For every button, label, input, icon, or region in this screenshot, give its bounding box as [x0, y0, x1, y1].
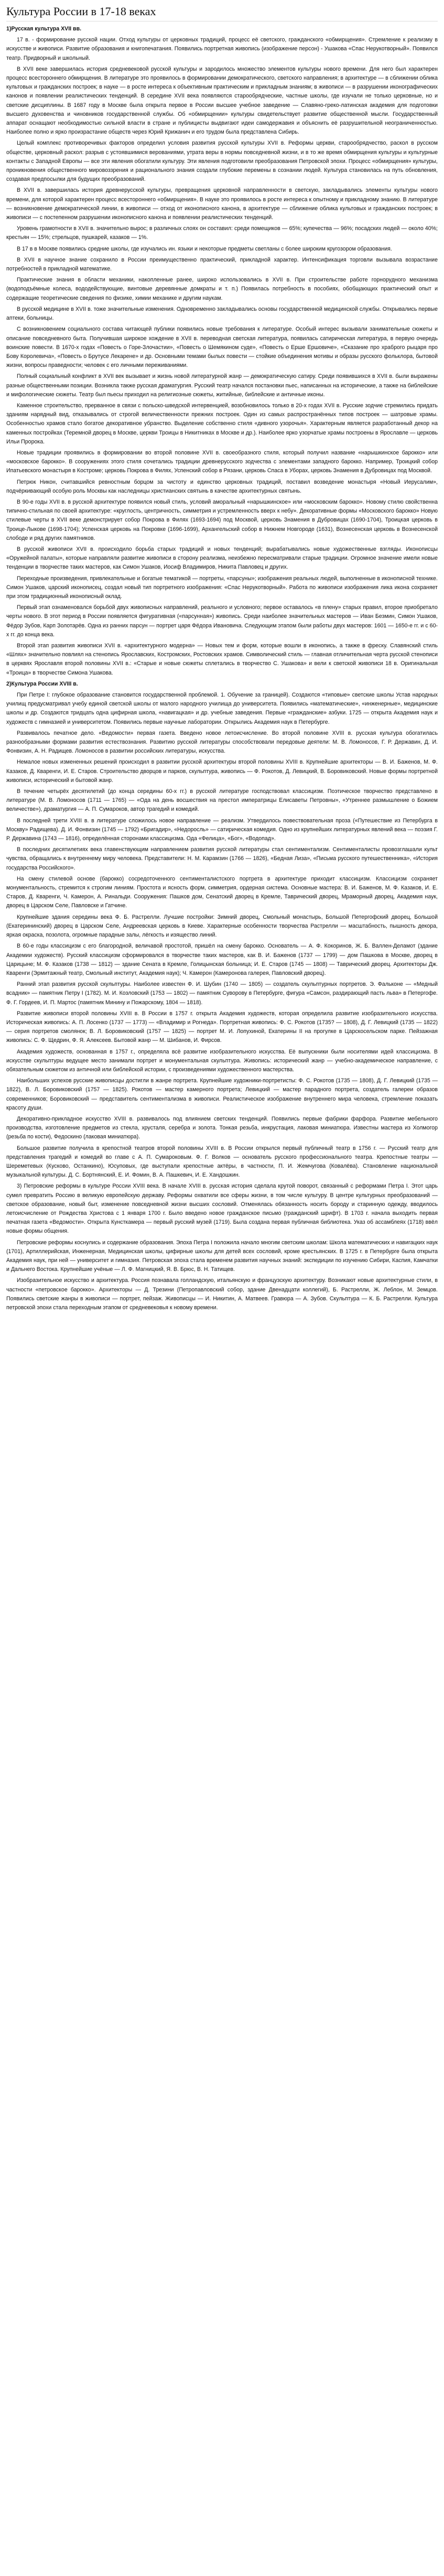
paragraph: Полный социальный конфликт в XVII век вызывает и жизнь новой литературной жанр — демократическую сатиру. Среди появившихся в XVII в. были выражены разные общественными позиции. Возникла также русская драматургия. Русский театр начался постановки пьес, написанных на исторические, а также на библейские и мифологические сюжеты. Театр был пьесы приходил на религиозные сюжеты, житийные, библейские и античные иконы.: [6, 373, 438, 398]
paragraph: Переходные произведения, привлекательные и богатые тематикой — портреты, «парсуны»; изображения реальных людей, выполненные в иконописной технике. Симон Ушаков, царский иконописец, создал новый тип портретного изображения: «Спас Нерукотворный». Работа по живописи изображения лика икона сохраняет при этом традиционный иконописный оклад.: [6, 575, 438, 600]
paragraph: В XVII в. завершилась история древнерусской культуры, превращения церковной направленности в светскую, закладывались элементы культуры нового времени, для которой характерен процесс всестороннего «обмирщения». В науке это проявилось в росте интереса к опытному и прикладному знанию. В литературе — возникновение демократической линии, в живописи — отход от иконописного канона, в архитектуре — сближение облика культовых и гражданских построек; в живописи — с постепенном разрушении иконописного канона и появлении реалистических тенденций.: [6, 187, 438, 221]
paragraph: Развитие живописи второй половины XVIII в. В России в 1757 г. открыта Академия художеств, которая определила развитие изобразительного искусства. Историческая живопись: А. П. Лосенко (1737 — 1773) — «Владимир и Рогнеда». Портретная живопись: Ф. С. Рокотов (1735? — 1808), Д. Г. Левицкий (1735 — 1822) — серия портретов смолянок; В. Л. Боровиковский (1757 — 1825) — портрет М. И. Лопухиной, Екатерины II на прогулке в Царскосельском парке. Пейзажная живопись: С. Ф. Щедрин, Ф. Я. Алексеев. Бытовой жанр — М. Шибанов, И. Фирсов.: [6, 1010, 438, 1044]
paragraph: Уровень грамотности в XVII в. значительно вырос; в различных слоях он составил: среди помещиков — 65%; купечества — 96%; посадских людей — около 40%; крестьян — 15%; стрельцов, пушкарей, казаков — 1%.: [6, 225, 438, 241]
paragraph: В XVII веке завершилась история средневековой русской культуры и зародилось множество элементов культуры нового времени. Для него был характерен процесс всестороннего обмирщения. В литературе это проявилось в формировании демократического, светского направления; в архитектуре — в сближении облика культовых и гражданских построек; в науке — в росте интереса к объективным практическим и прикладным знаниям; в живописи — в разрушении иконографических канонов и появлении реалистических тенденций. В середине XVII века появляются старообрядческие, частные школы, где изучали не только церковные, но и светские дисциплины. В 1687 году в Москве была открыта первое в России высшее учебное заведение — Славяно-греко-латинская академия для подготовки высшего духовенства и чиновников государственной службы. Об «обмирщении» культуры свидетельствует развитие общественной мысли. Государственный аппарат оснащают необходимостью сильной власти в стране и публицисты выдвигают идеи самодержавия и объяснить её разрушительной неограниченностью. Наиболее полно и ярко произрастание обществ через Юрий Крижанич и его трудом была представлена Сибирь.: [6, 66, 438, 136]
paragraph: 17 в. - формирование русской нации. Отход культуры от церковных традиций, процесс её светского, гражданского «обмирщения». Стремление к реализму в искусстве и живописи. Развитие образования и книгопечатания. Появились портретная живопись (изображение персон) - Ушакова «Спас Нерукотворный». Появился театр. Придворный и школьный.: [6, 37, 438, 61]
paragraph: Развивалось печатное дело. «Ведомости» первая газета. Введено новое летоисчисление. Во второй половине XVIII в. русская культура обогатилась разнообразными формами развития естествознания. Развитию русской литературы способствовали передовые деятели: М. В. Ломоносов, Г. Р. Державин, Д. И. Фонвизин, А. Н. Радищев. Ломоносов в развитии российских литературы, искусства.: [6, 730, 438, 755]
document-body: [6, 25, 438, 1312]
paragraph: Крупнейшие здания середины века Ф. Б. Растрелли. Лучшие постройки: Зимний дворец, Смольный монастырь, Большой Петергофский дворец, Большой (Екатерининский) дворец в Царском Селе, Андреевская церковь в Киеве. Характерные особенности творчества Растрелли — масштабность, пышность декора, яркая окраска, позолота, огромные парадные залы, лёгкость и изящество линий.: [6, 914, 438, 939]
paragraph: В последней трети XVIII в. в литературе сложилось новое направление — реализм. Утвердилось повествовательная проза («Путешествие из Петербурга в Москву» Радищева). Д. И. Фонвизин (1745 — 1792) «Бригадир», «Недоросль» — сатирическая комедия. Одно из крупнейших литературных явлений века — поэзия Г. Р. Державина (1743 — 1816), определённая сторонами классицизма. Ода «Фелица», «Бог», «Водопад».: [6, 817, 438, 842]
paragraph: Каменное строительство, прерванное в связи с польско-шведской интервенцией, возобновилось только в 20-х годах XVII в. Русские зодчие стремились придать зданиям нарядный вид, отказывались от строгой величественности прежних построек. Один из самых распространённых типов построек — шатровые храмы. Особенностью храмов стало богатое декоративное убранство. Выделение собственно стиля «дивного узорочья». Характерным является разработанный декор на каменных постройках (Теремной дворец в Москве, церкви Троицы в Никитниках в Москве и др.). Наиболее ярко узорчатые храмы построены в Ярославле — церковь Ильи Пророка.: [6, 402, 438, 445]
paragraph: В XVII в научное знание сохранило в России преимущественно практический, прикладной характер. Интенсификация торговли вызывала возрастание потребностей в прикладной математике.: [6, 256, 438, 273]
paragraph: 3) Петровские реформы в культуре России XVIII века. В начале XVIII в. русская история сделала крутой поворот, связанный с реформами Петра I. Этот царь сумел превратить Россию в великую европейскую державу. Реформы охватили все сферы жизни, в том числе культуру. В центре культурных преобразований — светское образование, новый быт, изменение повседневной жизни высших сословий. Отменялась обязанность носить бороду и старинную одежду, вводилось летоисчисление от Рождества Христова с 1 января 1700 г. Было введено новое гражданское письмо (гражданский шрифт). В 1703 г. начала выходить первая печатная газета «Ведомости». Открыта Кунсткамера — первый русский музей (1719). Была создана первая публичная библиотека. Указ об ассамблеях (1718) ввёл новые формы общения.: [6, 1183, 438, 1235]
paragraph: В течение четырёх десятилетий (до конца середины 60-х гг.) в русской литературе господствовал классицизм. Поэтическое творчество представлено в литературе (М. В. Ломоносов (1711 — 1765) — «Ода на день восшествия на престол императрицы Елисаветы Петровны», «Утреннее размышление о Божием величестве»), драматургия — А. П. Сумароков, автор трагедий и комедий.: [6, 788, 438, 813]
paragraph: Академия художеств, основанная в 1757 г., определяла всё развитие изобразительного искусства. Её выпускники были носителями идей классицизма. В искусстве скульптуры ведущее место занимали портрет и монументальная скульптура. Живопись: исторический жанр — учебно-академическое направление, с обязательным сюжетом из античной или библейской истории, с произведениями художественного мастерства.: [6, 1048, 438, 1073]
paragraph: В 60-е годы классицизм с его благородной, величавой простотой, пришёл на смену барокко. Основатель — А. Ф. Кокоринов, Ж. Б. Валлен-Деламот (здание Академии художеств). Русский классицизм сформировался в творчестве таких мастеров, как В. И. Баженов (1737 — 1799) — дом Пашкова в Москве, дворец в Царицыне; М. Ф. Казаков (1738 — 1812) — здание Сената в Кремле, Голицынская больница; И. Е. Старов (1745 — 1808) — Таврический дворец. Архитекторы Дж. Кваренги (Эрмитажный театр, Смольный институт, Академия наук); Ч. Камерон (Камеронова галерея, Павловский дворец).: [6, 943, 438, 976]
paragraph: Первый этап ознаменовался борьбой двух живописных направлений, реального и условного; первое оставалось «в плену» старых правил, второе приобретало черты нового. В этот период в России появляется фигуративная («парсунная») живопись. Среди наиболее значительных мастеров — Иван Безмин, Симон Ушаков, Фёдор Зубов, Карп Золотарёв. Одна из ранних парсун — портрет царя Фёдора Ивановича. Следующим этапом были работы двух мастеров: 1601 — 1650-е гг. и с 60-х гг. до конца века.: [6, 604, 438, 638]
paragraph: Изобразительное искусство и архитектура. Россия познавала голландскую, итальянскую и французскую архитектуру. Возникают новые архитектурные стили, в частности «петровское барокко». Архитекторы — Д. Трезини (Петропавловский собор, здание Двенадцати коллегий), Б. Растрелли, Ж. Леблон, М. Земцов. Появились светские жанры в живописи — портрет, пейзаж. Живописцы — И. Никитин, А. Матвеев. Гравюра — А. Зубов. Скульптура — К. Б. Растрелли. Культура петровской эпохи стала переходным этапом от средневековья к новому времени.: [6, 1277, 438, 1311]
paragraph: В русской живописи XVII в. происходило борьба старых традиций и новых тенденций; вырабатывались новые художественные взгляды. Иконописцы «Оружейной палаты», которые направляли развитие живописи в сторону реализма, неизбежно пересматривали старые традиции. Огромное значение имели новые тенденции в творчестве таких мастеров, как Симон Ушаков, Иосиф Владимиров, Никита Павловец и других.: [6, 546, 438, 571]
paragraph: Немалое новых измененных решений происходил в развитии русской архитектуры второй половины XVIII в. Крупнейшие архитекторы — В. И. Баженов, М. Ф. Казаков, Д. Кваренги, И. Е. Старов. Строительство дворцов и парков, скульптура, живопись — Ф. Рокотов, Д. Левицкий, В. Боровиковский. Новые формы портретной живописи, исторический и бытовой жанр.: [6, 759, 438, 784]
section-heading: 1)Русская культура XVII вв.: [6, 26, 82, 32]
section-heading: 2)Культура России XVIII в.: [6, 680, 78, 687]
paragraph: На смену стилевой основе (барокко) сосредоточенного сентименталистского портрета в архитектуре приходит классицизм. Классицизм сохраняет монументальность, стремится к строгим линиям. Простота и ясность форм, симметрия, ордерная система. Основные мастера: В. И. Баженов, М. Ф. Казаков, И. Е. Старов, Д. Кваренги, Ч. Камерон, А. Ринальди. Сооружения: Пашков дом, Сенатский дворец в Кремле, Таврический дворец, Мраморный дворец, Академия наук, дворец в Царском Селе, Павловске и Гатчине.: [6, 875, 438, 909]
page-title: Культура России в 17-18 веках: [6, 4, 438, 21]
paragraph: Практические знания в области механики, накопленные ранее, широко использовались в XVII в. При строительстве работе горнорудного механизма (водоподъёмные колеса, вододействующие, винтовые деревянные домкраты и т. п.) Появилась потребность в пособиях, обобщающих практический опыт и содержащие теоретические сведения по физике, химии механике и другим наукам.: [6, 277, 438, 301]
paragraph: Новые традиции проявились в формировании во второй половине XVII в. своеобразного стиля, который получил название «нарышкинское барокко» или «московское барокко». В сооружениях этого стиля сочетались традиции древнерусского зодчества с элементами западного барокко. Например, Троицкий собор Ипатьевского монастыря в Костроме; церковь Покрова в Филях, Успенский собор в Рязани, церковь Спаса в Уборах, церковь Знамения в Дубровицах под Москвой.: [6, 449, 438, 474]
paragraph: При Петре I: глубокое образование становится государственной проблемой. 1. Обучение за границей). Создаются «типовые» светские школы Устав народных училищ предусматривал учебу единой светской школы от малого народного училища до университета. Появились «математические», «инженерные», медицинские школы и др. Создаются тридцать одна цифирная школа, «навигацкая» и др. учебные заведения. Первые «гражданские» азбуки. 1725 — открыта Академия наук и художеств с гимназией и университетом. Появились первые научные лаборатории. Открылись Академия наук в Петербурге.: [6, 692, 438, 725]
paragraph: Большое развитие получила в крепостной театров второй половины XVIII в. В России открылся первый публичный театр в 1756 г. — Русский театр для представления трагедий и комедий во главе с А. П. Сумароковым. Ф. Г. Волков — основатель русского профессионального театра. Крепостные театры — Шереметевых (Кусково, Останкино), Юсуповых, где выступали крепостные актёры, в частности, П. И. Жемчугова (Ковалёва). Становление национальной музыкальной культуры. Д. С. Бортнянский, Е. И. Фомин, В. А. Пашкевич, И. Е. Хандошкин.: [6, 1145, 438, 1179]
paragraph: Декоративно-прикладное искусство XVIII в. развивалось под влиянием светских тенденций. Появились первые фабрики фарфора. Развитие мебельного производства, изготовление предметов из стекла, хрусталя, серебра и золота. Тонкая резьба, инкрустация, лаковая миниатюра. Известны мастера из Холмогор (резьба по кости), Федоскино (лаковая миниатюра).: [6, 1115, 438, 1140]
paragraph: В 17 в в Москве появились средние школы, где изучались ин. языки и некоторые предметы светланы с более широким кругозором образования.: [17, 245, 392, 252]
paragraph: Наибольших успехов русские живописцы достигли в жанре портрета. Крупнейшие художники-портретисты: Ф. С. Рокотов (1735 — 1808), Д. Г. Левицкий (1735 — 1822), В. Л. Боровиковский (1757 — 1825). Рокотов — мастер камерного портрета; Левицкий — мастер парадного портрета, создатель галереи образов современников; Боровиковский — представитель сентиментализма в живописи. Реалистическое изображение внутреннего мира человека, стремление показать красоту души.: [6, 1078, 438, 1111]
paragraph: В 90-е годы XVII в. в русской архитектуре появился новый стиль, условий аморальный «нарышкинское» или «московским барокко». Новому стилю свойственна типично-стильная по своей архитектуре: «круглость, центричность, симметрия и устремленность вверх к небу». Декоративные формы «Московского барокко» Новую стилевые черты в XVII веке демонстрирует собор Покрова в Филях (1693-1694) под Москвой, церковь Знамения в Дубровицах (1690-1704), Троицкая церковь в Троице-Лыкове (1698-1704); Успенская церковь на Покровке (1696-1699), Архангельский собор в Нижнем Новгороде (1631), Вознесенская церковь в Вознесенской слободе и ряд других памятников.: [6, 498, 438, 541]
paragraph: В русской медицине в XVII в. тоже значительные изменения. Одновременно закладывались основы государственной медицинской службы. Открывались первые аптеки, больницы.: [6, 306, 438, 322]
paragraph: В последних десятилетиях века главенствующим направлением развития русской литературы стал сентиментализм. Сентименталисты провозглашали культ чувства, обращались к внутреннему миру человека. Представители: Н. М. Карамзин (1766 — 1826), «Бедная Лиза», «Письма русского путешественника», «История государства Российского».: [6, 846, 438, 871]
paragraph: С возникновением социального состава читающей публики появились новые требования к литературе. Особый интерес вызывали занимательные сюжеты и описание повседневного быта. Получившая широкое хождение в XVII в. переводная светская литература, появилась сатирическая литература, в первую очередь воинские повести. В 1670-х годах «Повесть о Горе-Злочастии», «Повесть о Шемякином суде», «Повесть о Ерше Ершовиче», «Сказание про храброго рыцаря про Бову Королевича», «Повесть о Брутусе Лекарене» и др. Основными темами былых повести — стойкие объединения мотивы и образы русского фольклора, бытовой жизни, вопросы праведности; человек с его личными переживаниями.: [6, 326, 438, 369]
paragraph: Ранний этап развития русской скульптуры. Наиболее известен Ф. И. Шубин (1740 — 1805) — создатель скульптурных портретов. Э. Фальконе — «Медный всадник» — памятник Петру I (1782). М. И. Козловский (1753 — 1802) — памятник Суворову в Петербурге, фигура «Самсон, раздирающий пасть льва» в Петергофе. Ф. Г. Гордеев, И. П. Мартос (памятник Минину и Пожарскому, 1804 — 1818).: [6, 981, 438, 1006]
paragraph: Целый комплекс противоречивых факторов определил условия развития русской культуры XVII в. Реформы церкви, старообрядчество, раскол в русском обществе, церковный раскол: разрыв с устоявшимися верованиями, утрата веры в нормы повседневной жизни, и в то же время обмирщения культуры и культурные контакты с Западной Европы — все эти явления обогатили культуру. Эти явления подготовили преобразования Петровской эпохи. Процесс «обмирщения» культуры, проникновения общественного мировоззрения и рационального знания создали глубокие перемены в сознании людей. Культура становилась на путь обновления, создавая предпосылки для будущих преобразований.: [6, 140, 438, 183]
paragraph: Петрюк Никон, считавшийся ревностным борцом за чистоту и единство церковных традиций, поставил возведение монастыря «Новый Иерусалим», подчёркивающий особую роль Москвы как наследницы христианских святынь в качестве архитектурных святынь.: [6, 479, 438, 494]
paragraph: Петровские реформы коснулись и содержание образования. Эпоха Петра I положила начало многим светским школам: Школа математических и навигацких наук (1701), Артиллерийская, Инженерная, Медицинская школы, цифирные школы для детей всех сословий, кроме крестьянских. В 1725 г. в Петербурге была открыта Академия наук, при ней — университет и гимназия. Петровская эпоха стала временем развития научных знаний: экспедиции по изучению Сибири, Каспия, Камчатки и Дальнего Востока. Крупнейшие учёные — Л. Ф. Магницкий, Я. В. Брюс, В. Н. Татищев.: [6, 1239, 438, 1273]
paragraph: Второй этап развития живописи XVII в. «архитектурного модерна» — Новых тем и форм, которые вошли в иконопись, а также в фреску. Славянский стиль «Шлях» значительно повлиял на стенопись Ярославских, Костромских, Ростовских храмов. Символический стиль — главная отличительная черта русской стенописи в церквях Ярославля второй половины XVII в.: «Старые и новые сюжеты сплетались в творчество С. Ушакова» и вели к светской живописи 18 в. Оригинальная «Троица» в творчестве Симона Ушакова.: [6, 643, 438, 676]
